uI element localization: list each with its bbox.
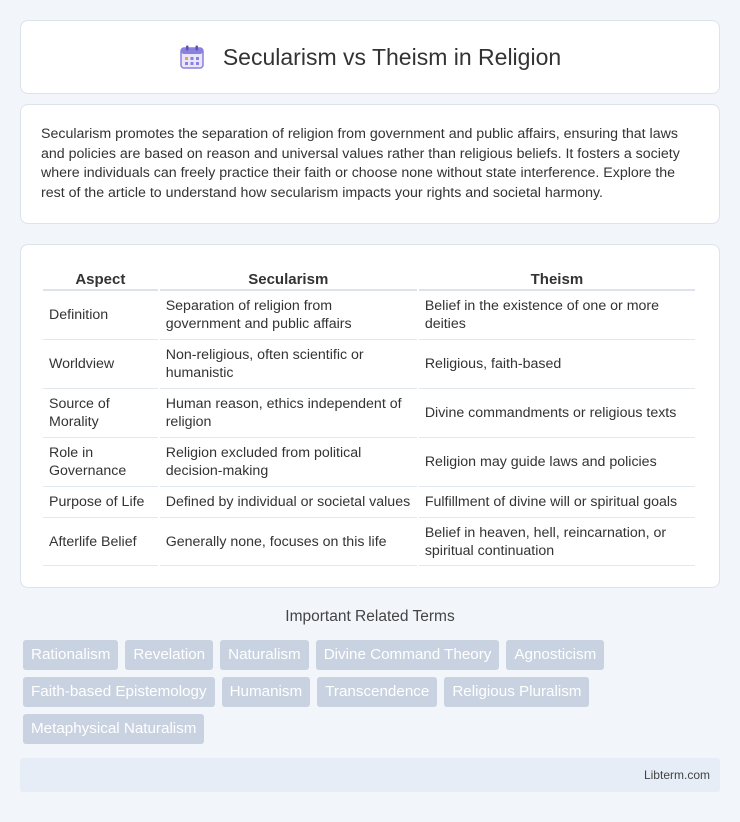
cell-theism: Belief in the existence of one or more deities — [419, 291, 695, 340]
table-row — [43, 438, 695, 487]
cell-aspect: Source of Morality — [43, 389, 158, 438]
cell-theism: Divine commandments or religious texts — [419, 389, 695, 438]
cell-theism: Fulfillment of divine will or spiritual goals — [419, 487, 695, 518]
cell-secularism: Defined by individual or societal values — [160, 487, 417, 518]
cell-aspect: Definition — [43, 291, 158, 340]
cell-aspect: Afterlife Belief — [43, 518, 158, 566]
tag-rationalism[interactable]: Rationalism — [23, 640, 118, 670]
tag-agnosticism[interactable]: Agnosticism — [506, 640, 604, 670]
table-row — [43, 518, 695, 566]
header-aspect: Aspect — [43, 265, 158, 291]
header-card — [20, 20, 720, 94]
table-row — [43, 291, 695, 340]
calendar-icon — [179, 44, 205, 70]
tag-humanism[interactable]: Humanism — [222, 677, 311, 707]
header-theism: Theism — [419, 265, 695, 291]
page-title: Secularism vs Theism in Religion — [222, 43, 562, 70]
cell-secularism: Human reason, ethics independent of religion — [160, 389, 417, 438]
cell-secularism: Generally none, focuses on this life — [160, 518, 417, 566]
tag-revelation[interactable]: Revelation — [125, 640, 213, 670]
related-terms-tags — [23, 640, 723, 744]
cell-secularism: Separation of religion from government and public affairs — [160, 291, 417, 340]
cell-aspect: Purpose of Life — [43, 487, 158, 518]
tag-faith-based-epistemology[interactable]: Faith-based Epistemology — [23, 677, 215, 707]
cell-aspect: Role in Governance — [43, 438, 158, 487]
cell-secularism: Religion excluded from political decision-making — [160, 438, 417, 487]
tag-naturalism[interactable]: Naturalism — [220, 640, 309, 670]
tag-transcendence[interactable]: Transcendence — [317, 677, 437, 707]
tag-metaphysical-naturalism[interactable]: Metaphysical Naturalism — [23, 714, 204, 744]
related-terms-title: Important Related Terms — [285, 608, 455, 625]
table-row — [43, 340, 695, 389]
table-row — [43, 389, 695, 438]
intro-card — [20, 104, 720, 224]
table-row — [43, 487, 695, 518]
tag-divine-command-theory[interactable]: Divine Command Theory — [316, 640, 500, 670]
cell-theism: Belief in heaven, hell, reincarnation, or spiritual continuation — [419, 518, 695, 566]
cell-secularism: Non-religious, often scientific or humanistic — [160, 340, 417, 389]
comparison-table — [41, 265, 697, 566]
intro-text: Secularism promotes the separation of religion from government and public affairs, ensuring that laws and policies are based on reason and universal values rather than religious beliefs. It fosters a society where individuals can freely practice their faith or choose none without state interference. Explore the rest of the article to understand how secularism impacts your rights and societal harmony. — [41, 126, 680, 201]
footer-brand[interactable]: Libterm.com — [643, 768, 710, 782]
footer — [20, 758, 720, 792]
title-wrap — [179, 44, 561, 71]
header-secularism: Secularism — [160, 265, 417, 291]
tag-religious-pluralism[interactable]: Religious Pluralism — [444, 677, 589, 707]
cell-aspect: Worldview — [43, 340, 158, 389]
comparison-table-card — [20, 244, 720, 588]
cell-theism: Religious, faith-based — [419, 340, 695, 389]
cell-theism: Religion may guide laws and policies — [419, 438, 695, 487]
table-header-row — [43, 265, 695, 291]
